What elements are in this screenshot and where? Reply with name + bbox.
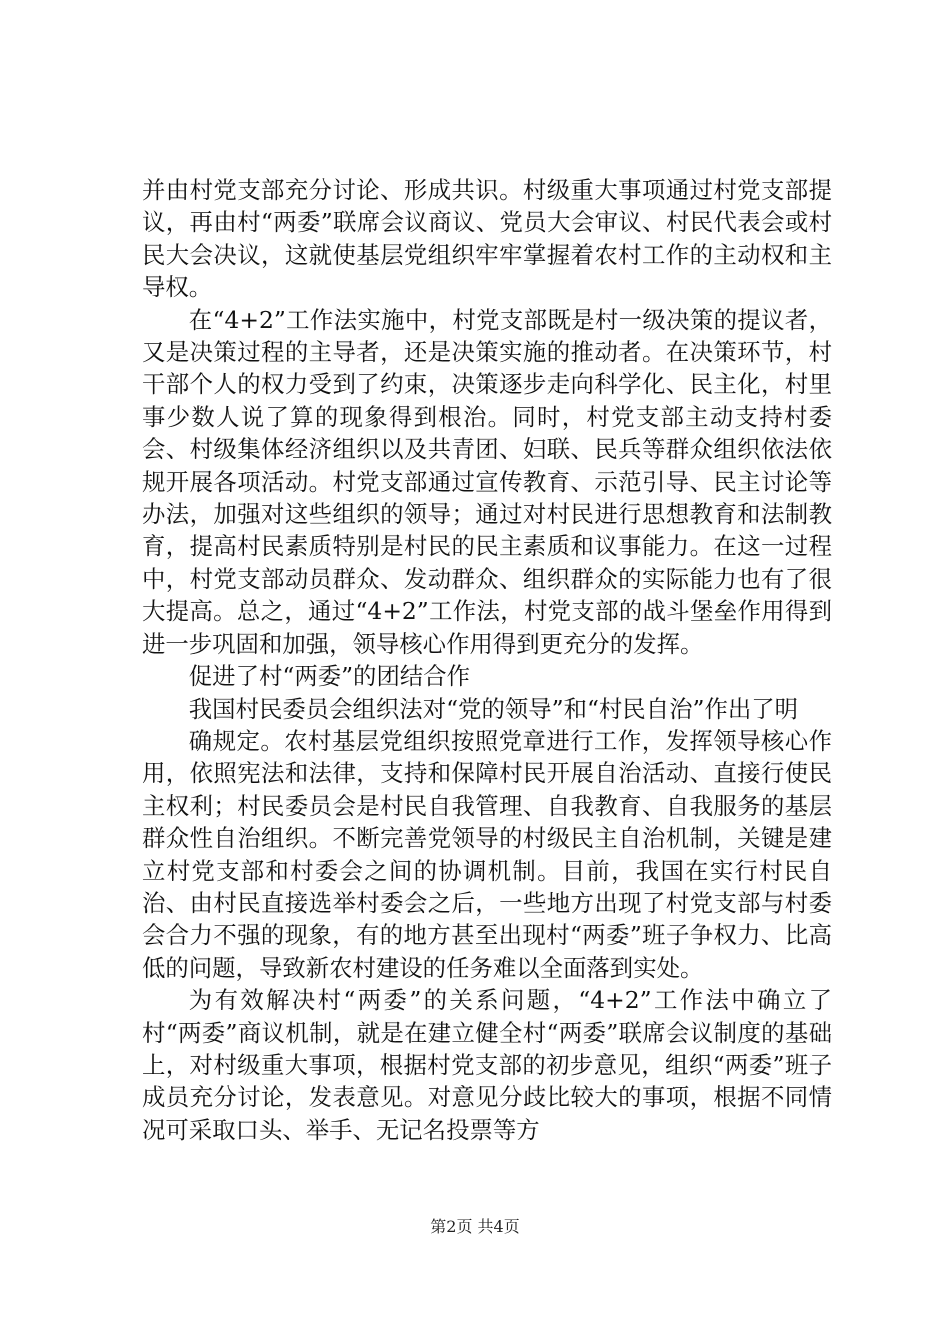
section-heading: 促进了村“两委”的团结合作 [188, 662, 471, 691]
body-text [142, 174, 832, 1146]
paragraph-3: 我国村民委员会组织法对“党的领导”和“村民自治”作出了明 [188, 694, 799, 723]
paragraph-1: 并由村党支部充分讨论、形成共识。村级重大事项通过村党支部提议，再由村“两委”联席会议商议、党员大会审议、村民代表会或村民大会决议，这就使基层党组织牢牢掌握着农村工作的主动权和主导权。 [142, 176, 832, 302]
page-footer [0, 1216, 950, 1238]
paragraph-5: 为有效解决村“两委”的关系问题，“4+2”工作法中确立了村“两委”商议机制，就是在建立健全村“两委”联席会议制度的基础上，对村级重大事项，根据村党支部的初步意见，组织“两委”班子成员充分讨论，发表意见。对意见分歧比较大的事项，根据不同情况可采取口头、举手、无记名投票等方 [142, 986, 832, 1144]
paragraph-2: 在“4+2”工作法实施中，村党支部既是村一级决策的提议者，又是决策过程的主导者，还是决策实施的推动者。在决策环节，村干部个人的权力受到了约束，决策逐步走向科学化、民主化，村里事少数人说了算的现象得到根治。同时，村党支部主动支持村委会、村级集体经济组织以及共青团、妇联、民兵等群众组织依法依规开展各项活动。村党支部通过宣传教育、示范引导、民主讨论等办法，加强对这些组织的领导；通过对村民进行思想教育和法制教育，提高村民素质特别是村民的民主素质和议事能力。在这一过程中，村党支部动员群众、发动群众、组织群众的实际能力也有了很大提高。总之，通过“4+2”工作法，村党支部的战斗堡垒作用得到进一步巩固和加强，领导核心作用得到更充分的发挥。 [142, 305, 832, 658]
page-number: 第2页 共4页 [430, 1217, 520, 1236]
paragraph-4: 确规定。农村基层党组织按照党章进行工作，发挥领导核心作用，依照宪法和法律，支持和保障村民开展自治活动、直接行使民主权利；村民委员会是村民自我管理、自我教育、自我服务的基层群众性自治组织。不断完善党领导的村级民主自治机制，关键是建立村党支部和村委会之间的协调机制。目前，我国在实行村民自治、由村民直接选举村委会之后，一些地方出现了村党支部与村委会合力不强的现象，有的地方甚至出现村“两委”班子争权力、比高低的问题，导致新农村建设的任务难以全面落到实处。 [142, 726, 832, 982]
